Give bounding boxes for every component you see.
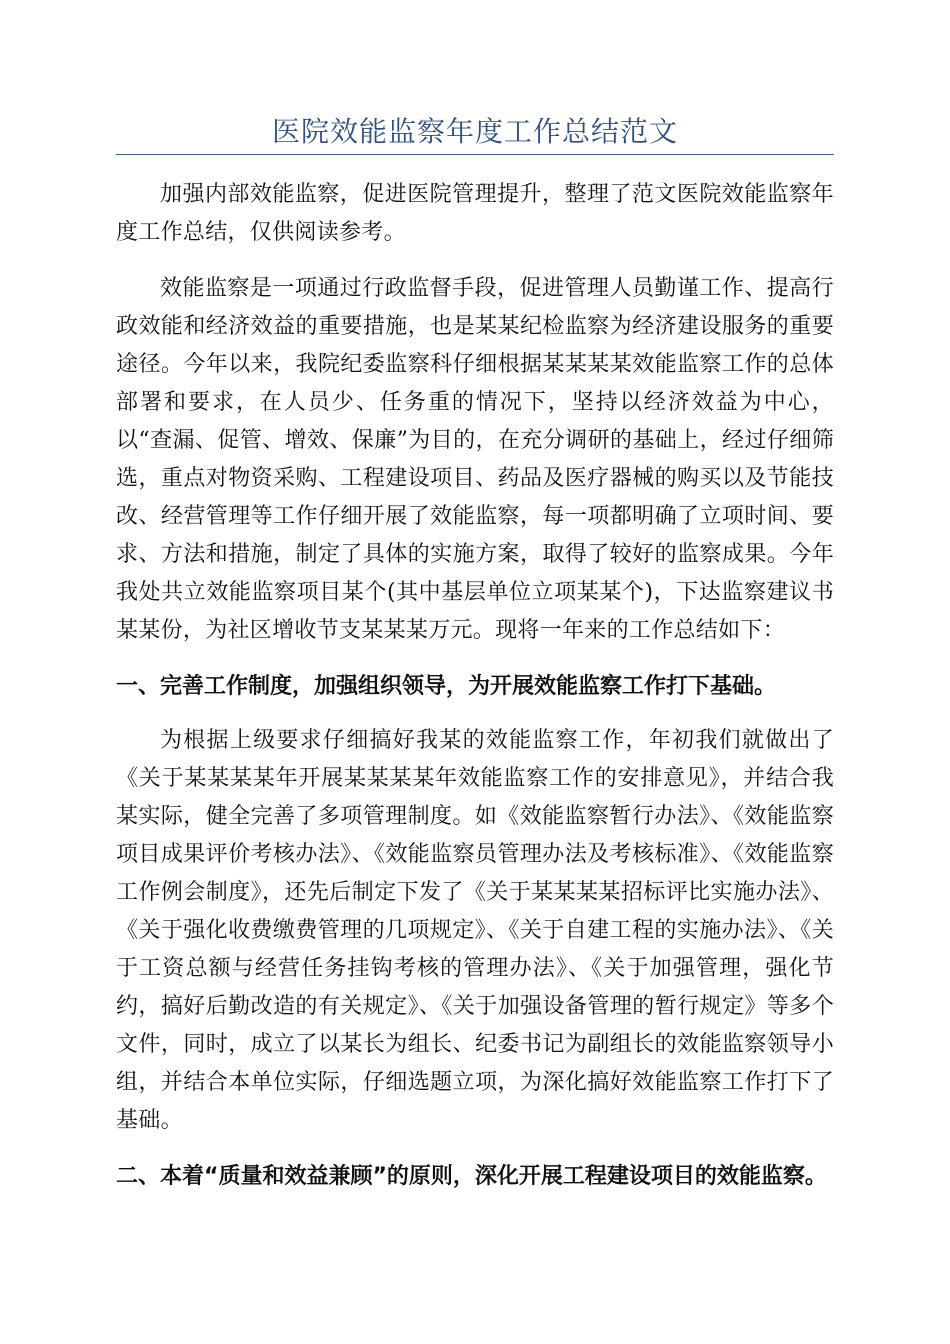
document-body — [116, 176, 834, 1212]
section-heading-1: 一、完善工作制度，加强组织领导，为开展效能监察工作打下基础。 — [116, 674, 777, 699]
section-heading-2: 二、本着“质量和效益兼顾”的原则，深化开展工程建设项目的效能监察。 — [116, 1164, 827, 1189]
overview-paragraph: 效能监察是一项通过行政监督手段，促进管理人员勤谨工作、提高行政效能和经济效益的重要措施，也是某某纪检监察为经济建设服务的重要途径。今年以来，我院纪委监察科仔细根据某某某某效能监察工作的总体部署和要求，在人员少、任务重的情况下，坚持以经济效益为中心，以“查漏、促管、增效、保廉”为目的，在充分调研的基础上，经过仔细筛选，重点对物资采购、工程建设项目、药品及医疗器械的购买以及节能技改、经营管理等工作仔细开展了效能监察，每一项都明确了立项时间、要求、方法和措施，制定了具体的实施方案，取得了较好的监察成果。今年我处共立效能监察项目某个(其中基层单位立项某某个)，下达监察建议书某某份，为社区增收节支某某某万元。现将一年来的工作总结如下： — [116, 276, 834, 643]
document-title: 医院效能监察年度工作总结范文 — [271, 115, 678, 148]
title-underline — [116, 154, 834, 155]
section-1-paragraph: 为根据上级要求仔细搞好我某的效能监察工作，年初我们就做出了《关于某某某某年开展某某某某年效能监察工作的安排意见》，并结合我某实际，健全完善了多项管理制度。如《效能监察暂行办法》、《效能监察项目成果评价考核办法》、《效能监察员管理办法及考核标准》、《效能监察工作例会制度》，还先后制定下发了《关于某某某某招标评比实施办法》、《关于强化收费缴费管理的几项规定》、《关于自建工程的实施办法》、《关于工资总额与经营任务挂钩考核的管理办法》、《关于加强管理，强化节约，搞好后勤改造的有关规定》、《关于加强设备管理的暂行规定》等多个文件，同时，成立了以某长为组长、纪委书记为副组长的效能监察领导小组，并结合本单位实际，仔细选题立项，为深化搞好效能监察工作打下了基础。 — [116, 728, 834, 1133]
intro-paragraph: 加强内部效能监察，促进医院管理提升，整理了范文医院效能监察年度工作总结，仅供阅读参考。 — [116, 182, 834, 245]
